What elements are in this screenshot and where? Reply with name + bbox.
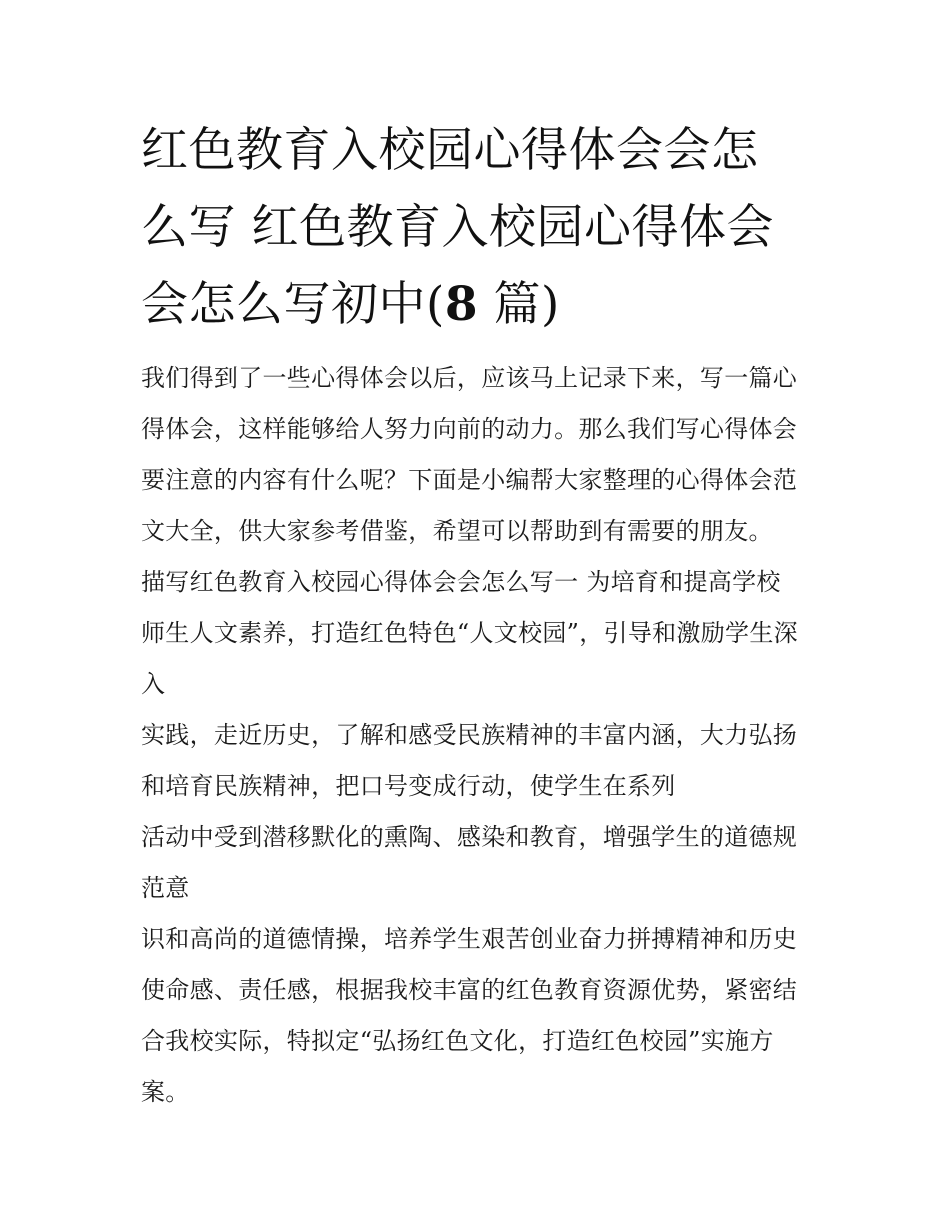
body-line: 和培育民族精神，把口号变成行动，使学生在系列 [141, 772, 676, 800]
body-line: 范意 [141, 874, 190, 902]
title-count: 8 [444, 277, 479, 332]
body-line: 师生人文素养，打造红色特色“人文校园”，引导和激励学生深 [141, 619, 798, 647]
body-line: 案。 [141, 1078, 190, 1106]
body-line: 合我校实际，特拟定“弘扬红色文化，打造红色校园”实施方 [141, 1027, 774, 1055]
body-line: 描写红色教育入校园心得体会会怎么写一 为培育和提高学校 [141, 568, 781, 596]
title-line-3-suffix: 篇) [478, 277, 560, 332]
title-line-2: 么写 红色教育入校园心得体会 [141, 200, 774, 255]
title-line-1: 红色教育入校园心得体会会怎 [141, 123, 759, 178]
body-line: 文大全，供大家参考借鉴，希望可以帮助到有需要的朋友。 [141, 517, 773, 545]
document-body [141, 353, 821, 1118]
body-line: 活动中受到潜移默化的熏陶、感染和教育，增强学生的道德规 [141, 823, 798, 851]
body-line: 入 [141, 670, 166, 698]
body-line: 得体会，这样能够给人努力向前的动力。那么我们写心得体会 [141, 415, 798, 443]
body-line: 使命感、责任感，根据我校丰富的红色教育资源优势，紧密结 [141, 976, 798, 1004]
body-line: 识和高尚的道德情操，培养学生艰苦创业奋力拼搏精神和历史 [141, 925, 798, 953]
body-line: 我们得到了一些心得体会以后，应该马上记录下来，写一篇心 [141, 364, 798, 392]
title-line-3-prefix: 会怎么写初中( [141, 277, 445, 332]
body-line: 实践，走近历史，了解和感受民族精神的丰富内涵，大力弘扬 [141, 721, 798, 749]
body-line: 要注意的内容有什么呢？下面是小编帮大家整理的心得体会范 [141, 466, 798, 494]
document-title [141, 112, 821, 343]
